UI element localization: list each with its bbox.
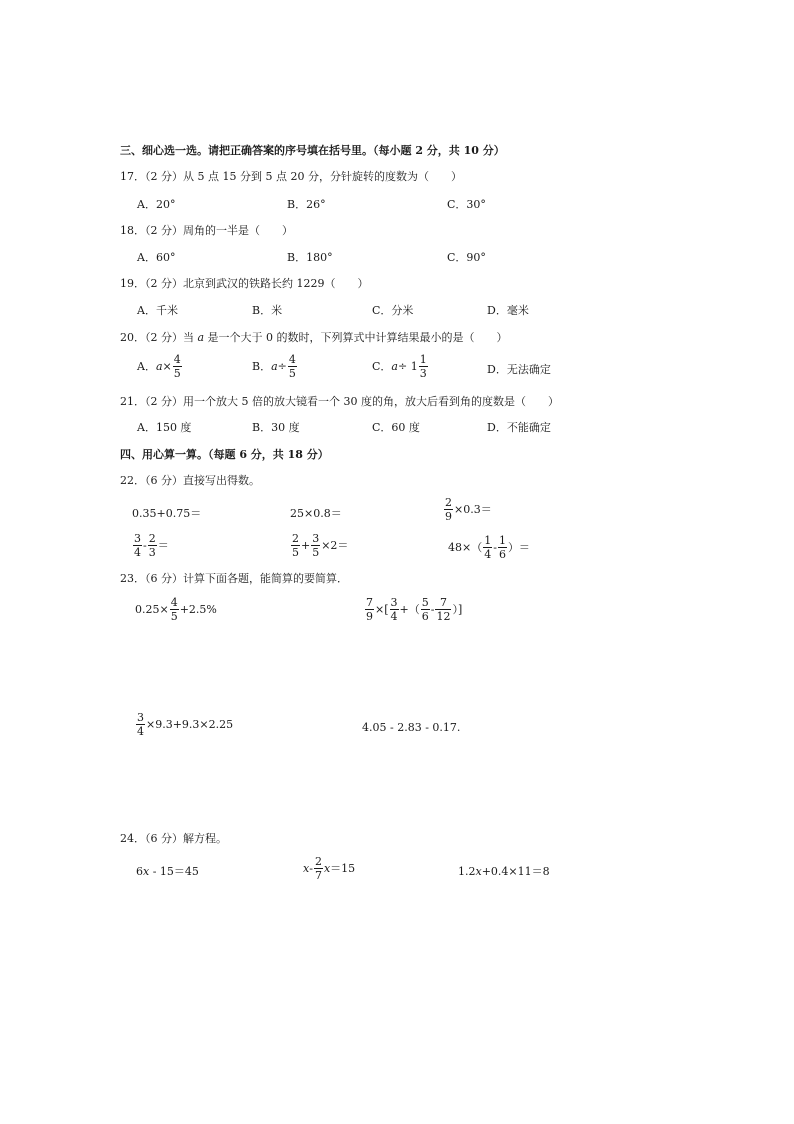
- q22-e4-fraction-2: [148, 533, 157, 558]
- q24-e1-coef: 6: [136, 865, 143, 878]
- q22-expr-3: [443, 497, 492, 522]
- numerator: 3: [390, 596, 398, 609]
- q18-option-a: A．60°: [137, 251, 176, 264]
- q24-e2-variable-1: x: [303, 861, 310, 875]
- q24-e2-variable-2: x: [323, 861, 331, 875]
- q23-expr-2: [364, 597, 462, 622]
- numerator: 1: [484, 534, 492, 547]
- q20-b-operator: ÷: [277, 359, 287, 373]
- q24-e2-rest: ＝15: [330, 861, 356, 875]
- q22-e4-operator: -: [143, 538, 147, 552]
- numerator: 7: [439, 596, 447, 609]
- denominator: 5: [292, 546, 299, 559]
- q24-e3-variable: x: [475, 865, 482, 878]
- denominator: 4: [134, 546, 141, 559]
- q20-b-variable: a: [271, 359, 278, 373]
- denominator: 6: [498, 548, 506, 561]
- q22-expr-2: 25×0.8＝: [290, 507, 342, 520]
- q23-e2-part-b: +（: [399, 602, 420, 616]
- denominator: 4: [137, 725, 144, 738]
- q24-e1-rest: - 15＝45: [149, 865, 199, 878]
- q22-e3-fraction: [444, 497, 453, 522]
- q22-e3-rest: ×0.3＝: [454, 502, 492, 516]
- q21-option-a: A．150 度: [137, 421, 192, 434]
- q23-e2-fraction-3: [435, 597, 451, 622]
- q22-e5-fraction-1: [291, 533, 300, 558]
- q19-option-c: C．分米: [372, 304, 414, 317]
- q20-a-operator: ×: [162, 359, 172, 373]
- q22-expr-4: [132, 533, 169, 558]
- q22-e6-pre: 48×（: [448, 540, 483, 554]
- q18-option-b: B．180°: [287, 251, 333, 264]
- question-20-stem: [120, 330, 508, 346]
- numerator: 2: [445, 496, 452, 509]
- q23-e2-part-d: ）]: [452, 602, 463, 616]
- denominator: 12: [436, 610, 451, 623]
- q19-option-a: A．千米: [137, 304, 178, 317]
- q23-expr-4: 4.05 - 2.83 - 0.17.: [362, 721, 461, 734]
- q20-c-variable: a: [391, 359, 398, 373]
- denominator: 6: [421, 610, 429, 623]
- q22-expr-1: 0.35+0.75＝: [132, 507, 202, 520]
- denominator: 5: [173, 367, 181, 380]
- q22-e6-fraction-1: [483, 535, 492, 560]
- q22-e6-post: ）＝: [507, 540, 530, 554]
- q20-a-label: A．: [137, 359, 156, 373]
- numerator: 2: [148, 532, 156, 545]
- denominator: 5: [312, 546, 320, 559]
- question-22-stem: 22．（6 分）直接写出得数。: [120, 474, 260, 487]
- q23-e1-fraction: [170, 597, 179, 622]
- q24-e1-variable: x: [143, 865, 150, 878]
- q22-e4-fraction-1: [133, 533, 142, 558]
- numerator: 3: [137, 711, 144, 724]
- denominator: 4: [390, 610, 398, 623]
- q23-e1-pre: 0.25×: [135, 602, 169, 616]
- q20-stem-variable: a: [197, 331, 205, 344]
- numerator: 1: [419, 353, 427, 366]
- q22-e5-rest: ×2＝: [321, 538, 349, 552]
- denominator: 3: [148, 546, 156, 559]
- denominator: 5: [288, 367, 296, 380]
- question-23-stem: 23．（6 分）计算下面各题，能简算的要简算．: [120, 572, 348, 585]
- q24-e3-coef: 1.2: [458, 865, 476, 878]
- q19-option-b: B．米: [252, 304, 283, 317]
- q20-option-d: D．无法确定: [487, 363, 551, 376]
- numerator: 4: [170, 596, 178, 609]
- numerator: 2: [314, 855, 322, 868]
- denominator: 7: [314, 869, 322, 882]
- q20-b-label: B．: [252, 359, 272, 373]
- q23-e2-fraction-1: [390, 597, 399, 622]
- q23-e1-post: +2.5%: [179, 602, 217, 616]
- numerator: 4: [173, 353, 181, 366]
- denominator: 5: [170, 610, 178, 623]
- q24-e3-rest: +0.4×11＝8: [481, 865, 550, 878]
- q20-a-fraction: [173, 354, 182, 379]
- q20-stem-pre: 20．（2 分）当: [120, 331, 198, 344]
- q22-e4-equals: ＝: [157, 538, 169, 552]
- q17-option-b: B．26°: [287, 198, 326, 211]
- q20-stem-post: 是一个大于 0 的数时，下列算式中计算结果最小的是（ ）: [204, 331, 508, 344]
- q20-c-whole: 1: [410, 359, 418, 373]
- q20-option-a: [137, 354, 183, 379]
- numerator: 2: [292, 532, 299, 545]
- numerator: 1: [498, 534, 506, 547]
- q20-c-operator: ÷: [397, 359, 408, 373]
- q23-expr-1: [135, 597, 217, 622]
- q17-option-c: C．30°: [447, 198, 486, 211]
- q18-option-c: C．90°: [447, 251, 486, 264]
- numerator: 5: [421, 596, 429, 609]
- q20-c-label: C．: [372, 359, 392, 373]
- q22-e5-operator: +: [301, 538, 311, 552]
- q24-equation-3: [458, 864, 550, 880]
- q22-e6-fraction-2: [498, 535, 507, 560]
- q24-e2-fraction: [314, 856, 323, 881]
- question-17-stem: 17．（2 分）从 5 点 15 分到 5 点 20 分，分针旋转的度数为（ ）: [120, 170, 462, 183]
- q24-equation-2: [303, 856, 355, 881]
- q21-option-b: B．30 度: [252, 421, 300, 434]
- q22-e5-fraction-2: [311, 533, 320, 558]
- numerator: 3: [312, 532, 320, 545]
- denominator: 3: [419, 367, 427, 380]
- q19-option-d: D．毫米: [487, 304, 529, 317]
- denominator: 9: [445, 510, 452, 523]
- q17-option-a: A．20°: [137, 198, 176, 211]
- q24-e2-operator: -: [309, 861, 313, 875]
- question-18-stem: 18．（2 分）周角的一半是（ ）: [120, 224, 293, 237]
- numerator: 7: [366, 596, 373, 609]
- question-24-stem: 24．（6 分）解方程。: [120, 832, 227, 845]
- q23-e2-fraction-2: [421, 597, 430, 622]
- q22-e6-operator: -: [493, 540, 497, 554]
- q23-e2-fraction-0: [365, 597, 374, 622]
- section-3-heading: 三、细心选一选。请把正确答案的序号填在括号里。（每小题 2 分，共 10 分）: [120, 144, 505, 157]
- q20-c-fraction: [419, 354, 428, 379]
- question-21-stem: 21．（2 分）用一个放大 5 倍的放大镜看一个 30 度的角，放大后看到角的度数是（ ）: [120, 395, 559, 408]
- q23-e2-part-c: -: [430, 602, 435, 616]
- numerator: 3: [134, 532, 141, 545]
- q23-expr-3: [135, 712, 233, 737]
- q22-expr-6: [448, 535, 530, 560]
- q23-e3-fraction: [136, 712, 145, 737]
- denominator: 9: [366, 610, 373, 623]
- q20-a-variable: a: [155, 359, 163, 373]
- q23-e2-part-a: ×[: [375, 602, 389, 616]
- q22-expr-5: [290, 533, 348, 558]
- q21-option-c: C．60 度: [372, 421, 420, 434]
- q24-equation-1: [136, 864, 199, 880]
- question-19-stem: 19．（2 分）北京到武汉的铁路长约 1229（ ）: [120, 277, 369, 290]
- q21-option-d: D．不能确定: [487, 421, 551, 434]
- q23-e3-rest: ×9.3+9.3×2.25: [146, 717, 234, 731]
- denominator: 4: [484, 548, 492, 561]
- section-4-heading: 四、用心算一算。（每题 6 分，共 18 分）: [120, 448, 329, 461]
- q20-option-c: [372, 354, 429, 379]
- q20-b-fraction: [288, 354, 297, 379]
- numerator: 4: [288, 353, 296, 366]
- q20-option-b: [252, 354, 298, 379]
